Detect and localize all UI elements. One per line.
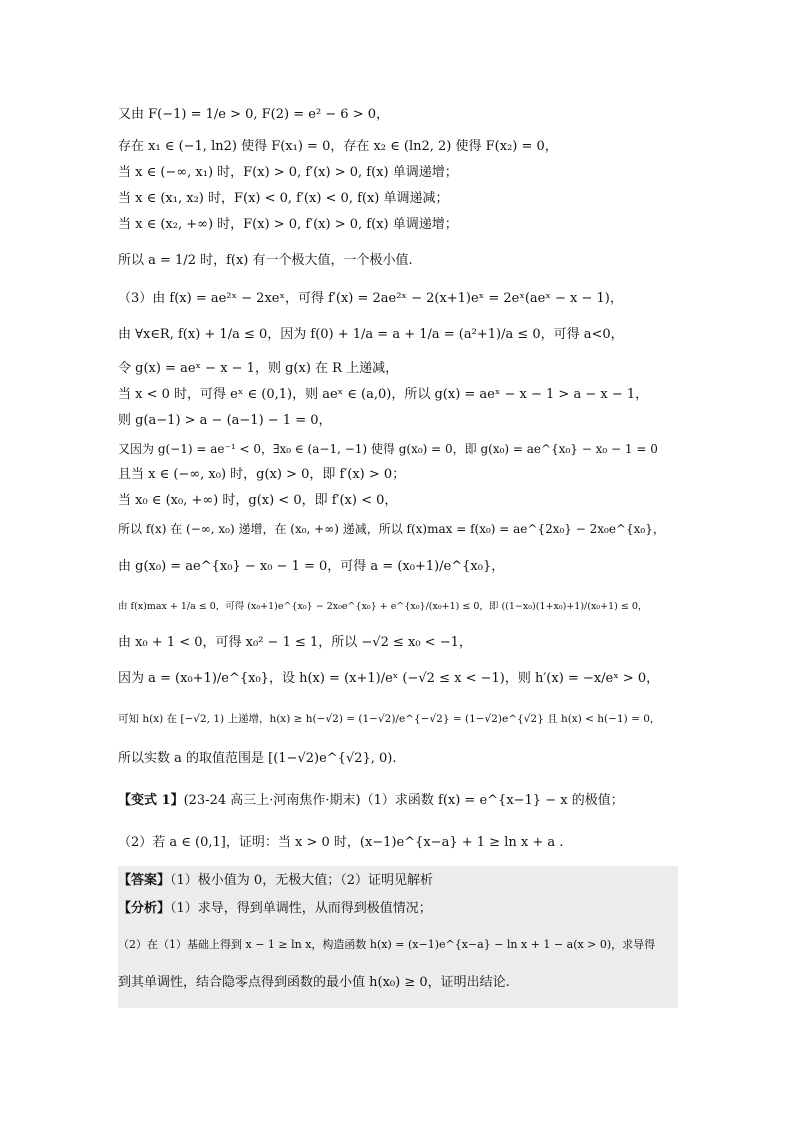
text-line: 令 g(x) = aeˣ − x − 1，则 g(x) 在 R 上递减，	[118, 361, 399, 376]
answer-line	[118, 874, 433, 888]
variant-question-2: （2）若 a ∈ (0,1]，证明：当 x > 0 时，(x−1)e^{x−a} + 1 ≥ ln x + a .	[118, 835, 564, 850]
text-line: 且当 x ∈ (−∞, x₀) 时，g(x) > 0，即 f′(x) > 0；	[118, 467, 406, 482]
text-line: 所以实数 a 的取值范围是 [(1−√2)e^{√2}, 0).	[118, 751, 397, 766]
text-line: 所以 a = 1/2 时，f(x) 有一个极大值，一个极小值.	[118, 253, 413, 268]
text-line: 由 ∀x∈R, f(x) + 1/a ≤ 0，因为 f(0) + 1/a = a + 1/a = (a²+1)/a ≤ 0，可得 a<0，	[118, 327, 624, 342]
text-line: 可知 h(x) 在 [−√2, 1) 上递增，h(x) ≥ h(−√2) = (1−√2)/e^{−√2} = (1−√2)e^{√2} 且 h(x) < h(−1) = 0，	[118, 713, 661, 725]
variant-label: 【变式 1】	[118, 793, 184, 808]
analysis-line-1	[118, 902, 432, 916]
text-line: 因为 a = (x₀+1)/e^{x₀}，设 h(x) = (x+1)/eˣ (−√2 ≤ x < −1)，则 h′(x) = −x/eˣ > 0，	[118, 671, 660, 686]
variant-q1: （1）求函数 f(x) = e^{x−1} − x 的极值；	[360, 793, 624, 808]
text-line: 由 x₀ + 1 < 0，可得 x₀² − 1 ≤ 1，所以 −√2 ≤ x₀ < −1，	[118, 635, 472, 650]
text-line: 由 f(x)max + 1/a ≤ 0，可得 (x₀+1)e^{x₀} − 2x₀e^{x₀} + e^{x₀}/(x₀+1) ≤ 0，即 ((1−x₀)(1+x₀)+1)/(x₀+1) ≤ 0，	[118, 601, 648, 612]
text-line: 存在 x₁ ∈ (−1, ln2) 使得 F(x₁) = 0，存在 x₂ ∈ (ln2, 2) 使得 F(x₂) = 0，	[118, 139, 558, 154]
text-line: 当 x < 0 时，可得 eˣ ∈ (0,1)，则 aeˣ ∈ (a,0)，所以 g(x) = aeˣ − x − 1 > a − x − 1，	[118, 387, 649, 402]
text-line: 当 x ∈ (−∞, x₁) 时，F(x) > 0, f′(x) > 0, f(x) 单调递增；	[118, 165, 458, 180]
text-line: 所以 f(x) 在 (−∞, x₀) 递增，在 (x₀, +∞) 递减，所以 f(x)max = f(x₀) = ae^{2x₀} − 2x₀e^{x₀}，	[118, 522, 665, 536]
text-line: 当 x ∈ (x₁, x₂) 时，F(x) < 0, f′(x) < 0, f(x) 单调递减；	[118, 191, 449, 206]
analysis-line-2: （2）在（1）基础上得到 x − 1 ≥ ln x，构造函数 h(x) = (x−1)e^{x−a} − ln x + 1 − a(x > 0)，求导得	[118, 938, 656, 951]
answer-text: （1）极小值为 0，无极大值；（2）证明见解析	[170, 873, 433, 888]
text-line: 则 g(a−1) > a − (a−1) − 1 = 0，	[118, 413, 332, 428]
analysis-line-3: 到其单调性，结合隐零点得到函数的最小值 h(x₀) ≥ 0，证明出结论.	[118, 975, 510, 990]
text-line: 又因为 g(−1) = ae⁻¹ < 0，∃x₀ ∈ (a−1, −1) 使得 g(x₀) = 0，即 g(x₀) = ae^{x₀} − x₀ − 1 = 0	[118, 442, 658, 456]
analysis-text-1: （1）求导，得到单调性，从而得到极值情况；	[170, 901, 432, 916]
text-line: 当 x₀ ∈ (x₀, +∞) 时，g(x) < 0，即 f′(x) < 0，	[118, 493, 398, 508]
text-line: （3）由 f(x) = ae²ˣ − 2xeˣ，可得 f′(x) = 2ae²ˣ − 2(x+1)eˣ = 2eˣ(aeˣ − x − 1)，	[118, 291, 623, 306]
analysis-label: 【分析】	[118, 901, 171, 916]
text-line: 当 x ∈ (x₂, +∞) 时，F(x) > 0, f′(x) > 0, f(x) 单调递增；	[118, 217, 458, 232]
answer-label: 【答案】	[118, 873, 171, 888]
variant-source: (23-24 高三上·河南焦作·期末)	[183, 793, 361, 808]
variant-question-1	[118, 794, 624, 808]
text-line: 由 g(x₀) = ae^{x₀} − x₀ − 1 = 0，可得 a = (x₀+1)/e^{x₀}，	[118, 559, 505, 574]
answer-analysis-box	[118, 866, 678, 1008]
text-line: 又由 F(−1) = 1/e > 0, F(2) = e² − 6 > 0，	[118, 107, 390, 122]
